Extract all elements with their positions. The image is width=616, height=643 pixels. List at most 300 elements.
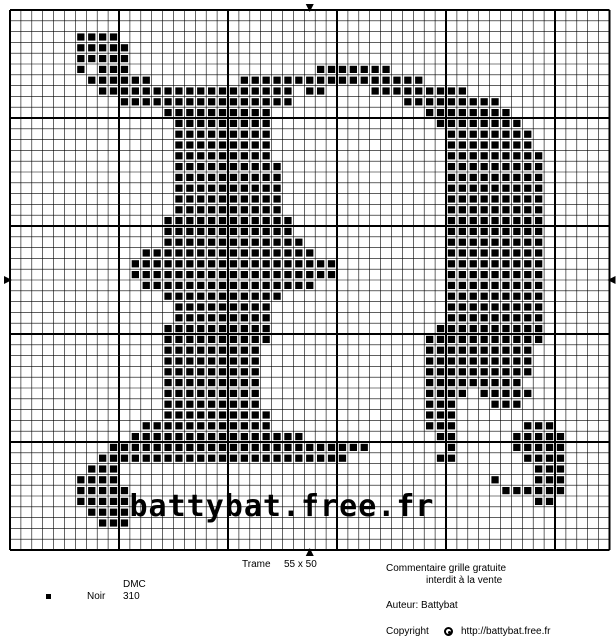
stitch-cell (230, 185, 237, 192)
stitch-cell (186, 152, 193, 159)
stitch-cell (481, 217, 488, 224)
stitch-cell (197, 185, 204, 192)
stitch-cell (350, 66, 357, 73)
stitch-cell (339, 455, 346, 462)
stitch-cell (164, 347, 171, 354)
stitch-cell (154, 433, 161, 440)
stitch-cell (175, 217, 182, 224)
stitch-cell (186, 444, 193, 451)
stitch-cell (481, 98, 488, 105)
stitch-cell (470, 314, 477, 321)
stitch-cell (110, 444, 117, 451)
stitch-cell (372, 66, 379, 73)
stitch-cell (230, 152, 237, 159)
stitch-cell (524, 390, 531, 397)
stitch-cell (186, 433, 193, 440)
stitch-cell (470, 347, 477, 354)
stitch-cell (502, 195, 509, 202)
stitch-cell (448, 87, 455, 94)
stitch-cell (197, 455, 204, 462)
stitch-cell (448, 314, 455, 321)
stitch-cell (546, 455, 553, 462)
stitch-cell (208, 336, 215, 343)
stitch-cell (219, 303, 226, 310)
stitch-cell (273, 98, 280, 105)
stitch-cell (208, 379, 215, 386)
stitch-cell (502, 282, 509, 289)
stitch-cell (491, 390, 498, 397)
stitch-cell (186, 401, 193, 408)
stitch-cell (110, 455, 117, 462)
stitch-cell (121, 66, 128, 73)
stitch-cell (197, 120, 204, 127)
stitch-cell (186, 336, 193, 343)
stitch-cell (88, 44, 95, 51)
stitch-cell (197, 422, 204, 429)
stitch-cell (252, 152, 259, 159)
stitch-cell (186, 217, 193, 224)
stitch-cell (328, 77, 335, 84)
stitch-cell (219, 206, 226, 213)
stitch-cell (132, 433, 139, 440)
stitch-cell (546, 433, 553, 440)
stitch-cell (252, 422, 259, 429)
stitch-cell (230, 217, 237, 224)
stitch-cell (524, 217, 531, 224)
stitch-cell (284, 98, 291, 105)
stitch-cell (470, 217, 477, 224)
stitch-cell (502, 487, 509, 494)
stitch-cell (470, 98, 477, 105)
stitch-cell (513, 314, 520, 321)
stitch-cell (197, 87, 204, 94)
stitch-cell (230, 422, 237, 429)
stitch-cell (470, 282, 477, 289)
stitch-cell (252, 368, 259, 375)
stitch-cell (372, 77, 379, 84)
stitch-cell (459, 131, 466, 138)
stitch-cell (524, 422, 531, 429)
stitch-cell (513, 487, 520, 494)
stitch-cell (219, 120, 226, 127)
stitch-cell (110, 509, 117, 516)
stitch-cell (164, 271, 171, 278)
stitch-cell (491, 206, 498, 213)
stitch-cell (219, 131, 226, 138)
stitch-cell (306, 455, 313, 462)
stitch-cell (230, 260, 237, 267)
stitch-cell (175, 131, 182, 138)
stitch-cell (437, 379, 444, 386)
stitch-cell (219, 228, 226, 235)
stitch-cell (448, 282, 455, 289)
stitch-cell (491, 239, 498, 246)
stitch-cell (513, 152, 520, 159)
stitch-cell (273, 217, 280, 224)
stitch-cell (186, 206, 193, 213)
stitch-cell (502, 303, 509, 310)
stitch-cell (110, 498, 117, 505)
stitch-cell (77, 476, 84, 483)
stitch-cell (186, 411, 193, 418)
stitch-cell (175, 303, 182, 310)
stitch-cell (557, 433, 564, 440)
stitch-cell (164, 422, 171, 429)
stitch-cell (219, 141, 226, 148)
stitch-cell (143, 282, 150, 289)
copyright-url[interactable]: http://battybat.free.fr (461, 626, 551, 637)
stitch-cell (208, 239, 215, 246)
stitch-cell (132, 444, 139, 451)
stitch-cell (470, 228, 477, 235)
stitch-cell (252, 347, 259, 354)
stitch-cell (513, 390, 520, 397)
stitch-cell (252, 271, 259, 278)
stitch-cell (252, 174, 259, 181)
stitch-cell (164, 433, 171, 440)
stitch-cell (208, 314, 215, 321)
stitch-cell (197, 303, 204, 310)
stitch-cell (241, 282, 248, 289)
legend-dmc-code: 310 (123, 591, 140, 602)
stitch-cell (470, 260, 477, 267)
stitch-cell (437, 433, 444, 440)
stitch-cell (491, 174, 498, 181)
stitch-cell (241, 260, 248, 267)
stitch-cell (99, 55, 106, 62)
stitch-cell (273, 444, 280, 451)
stitch-cell (241, 195, 248, 202)
stitch-cell (230, 293, 237, 300)
stitch-cell (513, 141, 520, 148)
stitch-cell (186, 163, 193, 170)
stitch-cell (252, 239, 259, 246)
stitch-cell (263, 303, 270, 310)
stitch-cell (164, 228, 171, 235)
stitch-cell (535, 314, 542, 321)
stitch-cell (284, 444, 291, 451)
stitch-cell (361, 77, 368, 84)
stitch-cell (263, 228, 270, 235)
stitch-cell (535, 249, 542, 256)
stitch-cell (459, 163, 466, 170)
stitch-cell (208, 131, 215, 138)
stitch-cell (241, 347, 248, 354)
stitch-cell (132, 98, 139, 105)
stitch-cell (164, 109, 171, 116)
stitch-cell (459, 228, 466, 235)
stitch-cell (535, 163, 542, 170)
stitch-cell (481, 325, 488, 332)
stitch-cell (186, 455, 193, 462)
stitch-cell (535, 282, 542, 289)
stitch-cell (110, 519, 117, 526)
stitch-cell (426, 87, 433, 94)
stitch-cell (197, 390, 204, 397)
stitch-cell (175, 152, 182, 159)
stitch-cell (219, 293, 226, 300)
stitch-cell (437, 401, 444, 408)
stitch-cell (317, 66, 324, 73)
stitch-cell (241, 141, 248, 148)
stitch-cell (241, 271, 248, 278)
stitch-cell (230, 347, 237, 354)
stitch-cell (557, 444, 564, 451)
stitch-cell (284, 239, 291, 246)
stitch-cell (546, 498, 553, 505)
stitch-cell (230, 455, 237, 462)
stitch-cell (99, 465, 106, 472)
stitch-cell (535, 239, 542, 246)
stitch-cell (459, 152, 466, 159)
stitch-cell (437, 368, 444, 375)
stitch-cell (175, 433, 182, 440)
stitch-cell (143, 260, 150, 267)
stitch-cell (164, 217, 171, 224)
stitch-cell (524, 487, 531, 494)
stitch-cell (99, 519, 106, 526)
stitch-cell (263, 325, 270, 332)
stitch-cell (219, 368, 226, 375)
stitch-cell (230, 174, 237, 181)
stitch-cell (524, 368, 531, 375)
stitch-cell (273, 282, 280, 289)
stitch-cell (459, 206, 466, 213)
stitch-cell (164, 325, 171, 332)
stitch-cell (99, 455, 106, 462)
stitch-cell (230, 282, 237, 289)
stitch-cell (219, 401, 226, 408)
legend-swatch-icon (46, 594, 51, 599)
stitch-cell (252, 98, 259, 105)
stitch-cell (502, 217, 509, 224)
stitch-cell (481, 152, 488, 159)
stitch-cell (481, 174, 488, 181)
stitch-cell (164, 336, 171, 343)
stitch-cell (186, 271, 193, 278)
stitch-cell (121, 498, 128, 505)
stitch-cell (437, 422, 444, 429)
stitch-cell (230, 314, 237, 321)
stitch-cell (219, 239, 226, 246)
stitch-cell (197, 282, 204, 289)
stitch-cell (154, 260, 161, 267)
stitch-cell (284, 217, 291, 224)
stitch-cell (459, 260, 466, 267)
stitch-cell (175, 411, 182, 418)
stitch-cell (208, 217, 215, 224)
stitch-cell (481, 120, 488, 127)
stitch-cell (513, 347, 520, 354)
stitch-cell (535, 293, 542, 300)
stitch-cell (208, 368, 215, 375)
stitch-cell (99, 77, 106, 84)
stitch-cell (284, 260, 291, 267)
stitch-cell (524, 444, 531, 451)
stitch-cell (459, 282, 466, 289)
stitch-cell (295, 444, 302, 451)
stitch-cell (263, 141, 270, 148)
stitch-cell (132, 455, 139, 462)
stitch-cell (154, 87, 161, 94)
stitch-cell (502, 174, 509, 181)
stitch-cell (230, 411, 237, 418)
stitch-cell (241, 303, 248, 310)
stitch-cell (208, 390, 215, 397)
stitch-cell (535, 152, 542, 159)
stitch-cell (513, 303, 520, 310)
stitch-cell (459, 195, 466, 202)
stitch-cell (241, 325, 248, 332)
stitch-cell (459, 368, 466, 375)
stitch-cell (186, 282, 193, 289)
stitch-cell (502, 325, 509, 332)
stitch-cell (208, 357, 215, 364)
stitch-cell (143, 77, 150, 84)
stitch-cell (197, 368, 204, 375)
stitch-cell (273, 195, 280, 202)
stitch-cell (481, 163, 488, 170)
stitch-cell (186, 185, 193, 192)
stitch-cell (513, 444, 520, 451)
comment-line-2: interdit à la vente (426, 575, 503, 586)
stitch-cell (295, 260, 302, 267)
stitch-cell (164, 368, 171, 375)
stitch-cell (219, 163, 226, 170)
stitch-cell (437, 455, 444, 462)
stitch-cell (252, 206, 259, 213)
stitch-cell (110, 476, 117, 483)
stitch-cell (241, 185, 248, 192)
stitch-cell (513, 206, 520, 213)
stitch-cell (481, 239, 488, 246)
stitch-cell (502, 120, 509, 127)
stitch-cell (230, 87, 237, 94)
stitch-cell (230, 98, 237, 105)
trame-label: Trame (242, 559, 271, 570)
stitch-cell (448, 217, 455, 224)
stitch-cell (448, 239, 455, 246)
stitch-cell (263, 444, 270, 451)
stitch-cell (546, 476, 553, 483)
stitch-cell (317, 77, 324, 84)
stitch-cell (99, 33, 106, 40)
stitch-cell (459, 120, 466, 127)
stitch-cell (230, 141, 237, 148)
stitch-cell (491, 163, 498, 170)
stitch-cell (524, 303, 531, 310)
stitch-cell (426, 368, 433, 375)
stitch-cell (252, 357, 259, 364)
stitch-cell (459, 217, 466, 224)
stitch-cell (491, 228, 498, 235)
stitch-cell (317, 260, 324, 267)
stitch-cell (208, 422, 215, 429)
stitch-cell (481, 185, 488, 192)
stitch-cell (252, 336, 259, 343)
stitch-cell (175, 293, 182, 300)
stitch-cell (263, 87, 270, 94)
stitch-cell (219, 390, 226, 397)
stitch-cell (459, 239, 466, 246)
stitch-cell (502, 293, 509, 300)
trame-value: 55 x 50 (284, 559, 317, 570)
stitch-cell (448, 455, 455, 462)
stitch-cell (273, 271, 280, 278)
stitch-cell (121, 509, 128, 516)
stitch-cell (426, 411, 433, 418)
stitch-cell (230, 195, 237, 202)
stitch-cell (284, 87, 291, 94)
stitch-cell (481, 131, 488, 138)
stitch-cell (459, 390, 466, 397)
stitch-cell (175, 120, 182, 127)
stitch-cell (273, 293, 280, 300)
stitch-cell (481, 347, 488, 354)
stitch-cell (121, 444, 128, 451)
stitch-cell (197, 131, 204, 138)
stitch-cell (502, 141, 509, 148)
stitch-cell (273, 260, 280, 267)
stitch-cell (295, 77, 302, 84)
stitch-cell (252, 401, 259, 408)
stitch-cell (99, 44, 106, 51)
stitch-cell (186, 120, 193, 127)
stitch-cell (164, 282, 171, 289)
stitch-cell (197, 98, 204, 105)
stitch-cell (502, 336, 509, 343)
stitch-cell (470, 131, 477, 138)
stitch-cell (230, 368, 237, 375)
stitch-cell (208, 98, 215, 105)
stitch-cell (448, 195, 455, 202)
stitch-cell (197, 206, 204, 213)
stitch-cell (470, 152, 477, 159)
stitch-cell (154, 455, 161, 462)
stitch-cell (197, 347, 204, 354)
stitch-cell (524, 357, 531, 364)
stitch-cell (252, 379, 259, 386)
stitch-cell (197, 174, 204, 181)
stitch-cell (502, 206, 509, 213)
stitch-cell (491, 303, 498, 310)
stitch-cell (448, 249, 455, 256)
stitch-cell (491, 271, 498, 278)
stitch-cell (241, 120, 248, 127)
stitch-cell (448, 131, 455, 138)
stitch-cell (186, 174, 193, 181)
stitch-cell (241, 217, 248, 224)
stitch-cell (175, 195, 182, 202)
stitch-cell (77, 487, 84, 494)
stitch-cell (306, 444, 313, 451)
stitch-cell (513, 174, 520, 181)
stitch-cell (437, 87, 444, 94)
stitch-cell (524, 195, 531, 202)
stitch-cell (219, 314, 226, 321)
stitch-cell (393, 87, 400, 94)
stitch-cell (328, 455, 335, 462)
stitch-cell (273, 228, 280, 235)
stitch-cell (197, 228, 204, 235)
stitch-cell (230, 131, 237, 138)
stitch-cell (295, 239, 302, 246)
stitch-cell (164, 249, 171, 256)
stitch-cell (241, 174, 248, 181)
stitch-cell (481, 260, 488, 267)
stitch-cell (186, 357, 193, 364)
stitch-cell (230, 249, 237, 256)
